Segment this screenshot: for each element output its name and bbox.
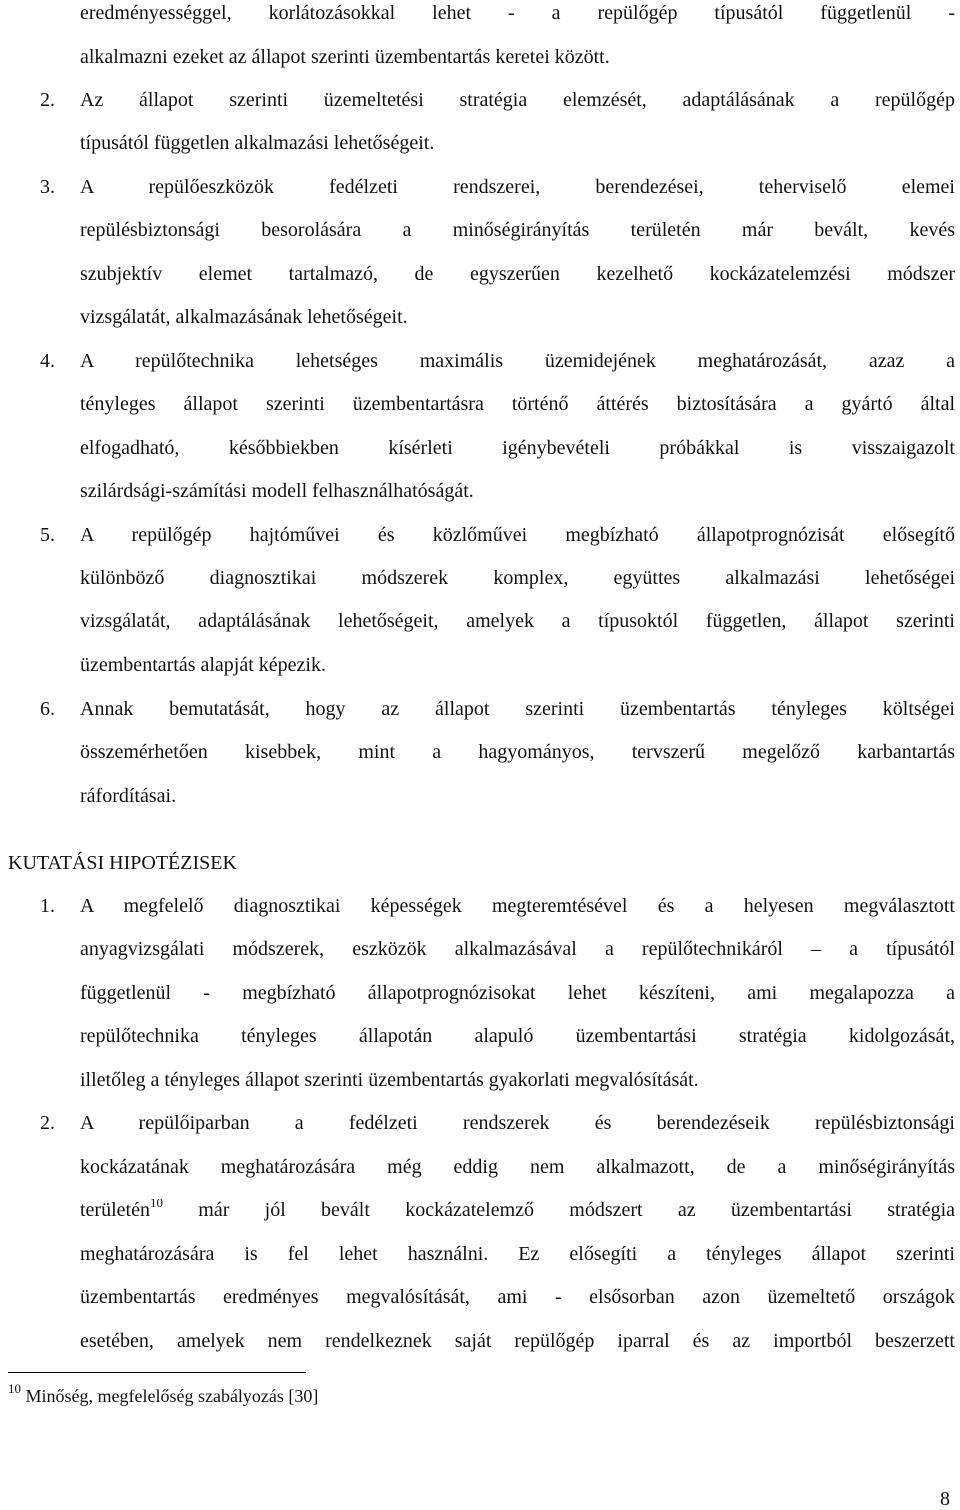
footnote-text: Minőség, megfelelőség szabályozás [30]: [25, 1386, 319, 1406]
text-line-with-footnote: [80, 1199, 955, 1221]
text-line: üzembentartás alapját képezik.: [80, 654, 326, 676]
section-heading: KUTATÁSI HIPOTÉZISEK: [8, 852, 237, 874]
list-number: 2.: [40, 1112, 55, 1134]
text-line: típusától független alkalmazási lehetőségeit.: [80, 132, 435, 154]
text-line: üzembentartás eredményes megvalósítását, ami - elsősorban azon üzemeltető országok: [80, 1286, 955, 1308]
list-number: 5.: [40, 524, 55, 546]
text-line: illetőleg a tényleges állapot szerinti üzembentartás gyakorlati megvalósítását.: [80, 1069, 699, 1091]
list-number: 4.: [40, 350, 55, 372]
text-line: A repülőgép hajtóművei és közlőművei megbízható állapotprognózisát elősegítő: [80, 524, 955, 546]
text-line: meghatározására is fel lehet használni. Ez elősegíti a tényleges állapot szerinti: [80, 1243, 955, 1265]
list-number: 6.: [40, 698, 55, 720]
text-line: alkalmazni ezeket az állapot szerinti üzembentartás keretei között.: [80, 46, 610, 68]
text-line: Az állapot szerinti üzemeltetési stratégia elemzését, adaptálásának a repülőgép: [80, 89, 955, 111]
text-line: kockázatának meghatározására még eddig nem alkalmazott, de a minőségirányítás: [80, 1156, 955, 1178]
text-line: vizsgálatát, adaptálásának lehetőségeit, amelyek a típusoktól független, állapot szerinti: [80, 610, 955, 632]
footnote-separator: [8, 1372, 306, 1373]
text-line: eredményességgel, korlátozásokkal lehet - a repülőgép típusától függetlenül -: [80, 2, 955, 24]
text-line: függetlenül - megbízható állapotprognózisokat lehet készíteni, ami megalapozza a: [80, 982, 955, 1004]
text-line: szilárdsági-számítási modell felhasználhatóságát.: [80, 480, 474, 502]
text-line: szubjektív elemet tartalmazó, de egyszerűen kezelhető kockázatelemzési módszer: [80, 263, 955, 285]
list-number: 3.: [40, 176, 55, 198]
text-line: különböző diagnosztikai módszerek komplex, együttes alkalmazási lehetőségei: [80, 567, 955, 589]
text-line: elfogadható, későbbiekben kísérleti igénybevételi próbákkal is visszaigazolt: [80, 437, 955, 459]
text-line: ráfordításai.: [80, 785, 177, 807]
text-line: A megfelelő diagnosztikai képességek megteremtésével és a helyesen megválasztott: [80, 895, 955, 917]
text-line: Annak bemutatását, hogy az állapot szerinti üzembentartás tényleges költségei: [80, 698, 955, 720]
text-line: repülésbiztonsági besorolására a minőségirányítás területén már bevált, kevés: [80, 219, 955, 241]
text-line: A repülőeszközök fedélzeti rendszerei, berendezései, teherviselő elemei: [80, 176, 955, 198]
text-line: vizsgálatát, alkalmazásának lehetőségeit.: [80, 306, 408, 328]
text-line: tényleges állapot szerinti üzembentartásra történő áttérés biztosítására a gyártó által: [80, 393, 955, 415]
footnote-mark: 10: [8, 1381, 21, 1396]
footnote-reference[interactable]: 10: [149, 1199, 163, 1210]
footnote: [8, 1381, 319, 1406]
text-fragment: területén: [80, 1199, 150, 1221]
text-line: A repülőtechnika lehetséges maximális üzemidejének meghatározását, azaz a: [80, 350, 955, 372]
list-number: 2.: [40, 89, 55, 111]
text-line: összemérhetően kisebbek, mint a hagyományos, tervszerű megelőző karbantartás: [80, 741, 955, 763]
text-fragment: már jól bevált kockázatelemző módszert az üzembentartási stratégia: [198, 1199, 955, 1221]
list-number: 1.: [40, 895, 55, 917]
page-number: 8: [940, 1488, 950, 1510]
text-line: repülőtechnika tényleges állapotán alapuló üzembentartási stratégia kidolgozását,: [80, 1025, 955, 1047]
text-line: anyagvizsgálati módszerek, eszközök alkalmazásával a repülőtechnikáról – a típusától: [80, 938, 955, 960]
text-line: A repülőiparban a fedélzeti rendszerek és berendezéseik repülésbiztonsági: [80, 1112, 955, 1134]
text-line: esetében, amelyek nem rendelkeznek saját repülőgép iparral és az importból beszerzett: [80, 1330, 955, 1352]
